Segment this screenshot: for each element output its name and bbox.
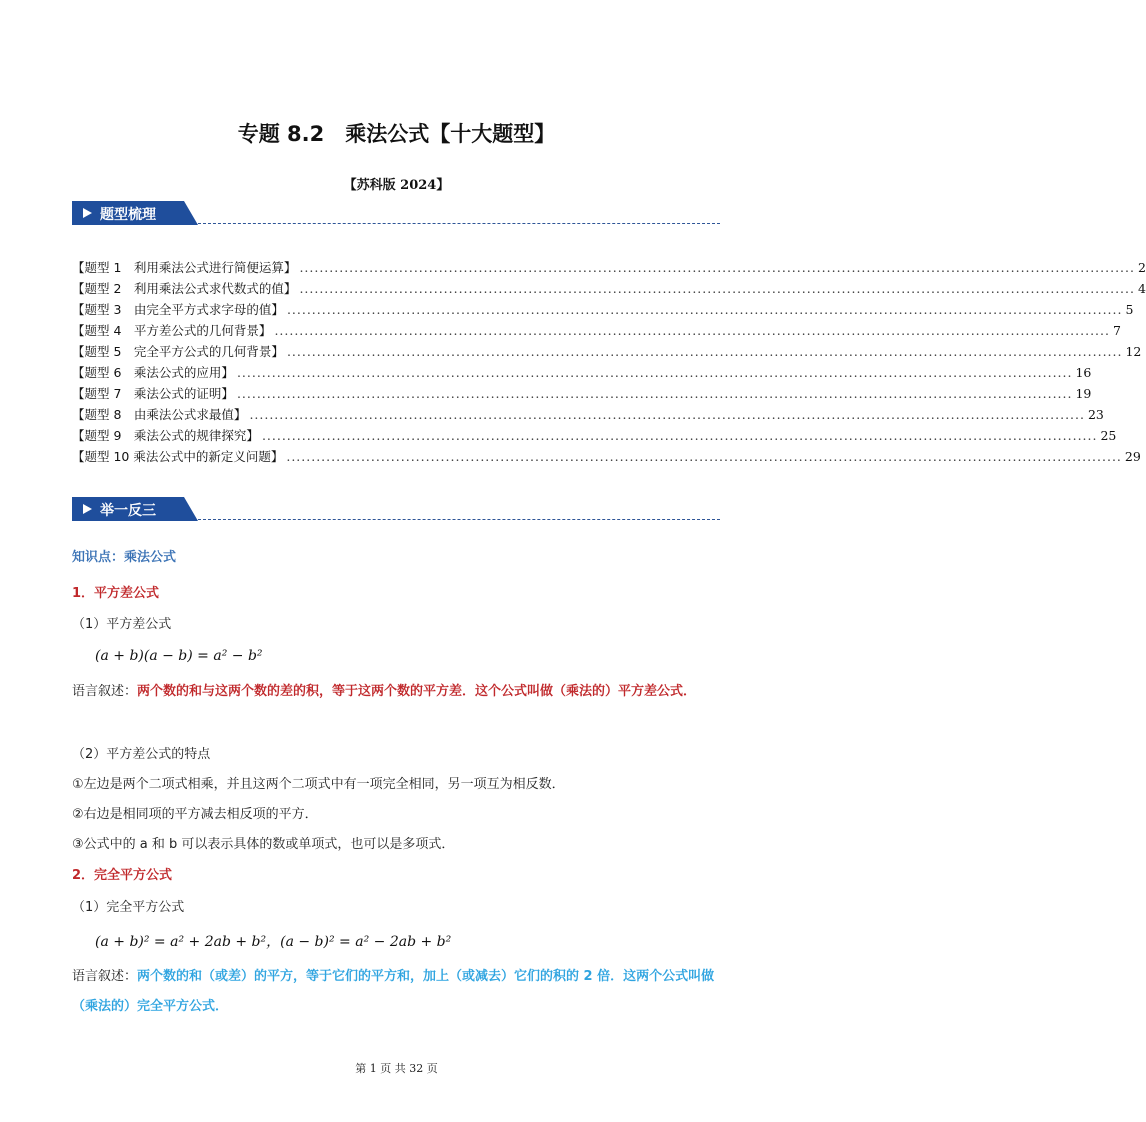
toc-item[interactable]: 【题型 5 完全平方公式的几何背景】 ........................................................................................................................................................................ 12 [72, 344, 1142, 359]
play-icon [83, 504, 92, 514]
toc-item[interactable]: 【题型 4 平方差公式的几何背景】 ........................................................................................................................................................................ 7 [72, 323, 1121, 338]
play-icon [83, 208, 92, 218]
perfect-square-formula: (a + b)² = a² + 2ab + b²，(a − b)² = a² − 2ab + b² [95, 934, 452, 950]
examples-banner [72, 497, 722, 521]
banner-tab [72, 497, 198, 521]
feature-point: ①左边是两个二项式相乘，并且这两个二项式中有一项完全相同，另一项互为相反数． [72, 777, 565, 792]
toc-item[interactable]: 【题型 9 乘法公式的规律探究】 ........................................................................................................................................................................ 25 [72, 428, 1117, 443]
banner-label: 题型梳理 [100, 207, 156, 223]
page-footer: 第 1 页 共 32 页 [355, 1062, 438, 1075]
description-paragraph: 语言叙述：两个数的和（或差）的平方，等于它们的平方和，加上（或减去）它们的积的 2 倍．这两个公式叫做（乘法的）完全平方公式． [72, 969, 715, 1014]
difference-of-squares-formula: (a + b)(a − b) = a² − b² [95, 648, 263, 664]
toc-item[interactable]: 【题型 2 利用乘法公式求代数式的值】 ........................................................................................................................................................................ 4 [72, 281, 1146, 296]
toc-item[interactable]: 【题型 1 利用乘法公式进行简便运算】 ........................................................................................................................................................................ 2 [72, 260, 1146, 275]
subheading: （1）平方差公式 [72, 617, 172, 632]
page-title: 专题 8.2 乘法公式【十大题型】 [237, 122, 556, 146]
toc-item[interactable]: 【题型 6 乘法公式的应用】 ........................................................................................................................................................................ 16 [72, 365, 1092, 380]
dashed-divider [198, 519, 720, 520]
toc-item[interactable]: 【题型 7 乘法公式的证明】 ........................................................................................................................................................................ 19 [72, 386, 1092, 401]
feature-point: ②右边是相同项的平方减去相反项的平方． [72, 807, 318, 822]
description-paragraph: 语言叙述：两个数的和与这两个数的差的积，等于这两个数的平方差．这个公式叫做（乘法的）平方差公式． [72, 684, 697, 699]
knowledge-heading: 知识点：乘法公式 [72, 550, 177, 565]
toc-banner [72, 201, 722, 225]
toc-item[interactable]: 【题型 3 由完全平方式求字母的值】 ........................................................................................................................................................................ 5 [72, 302, 1134, 317]
section-title: 1．平方差公式 [72, 586, 160, 601]
banner-tab [72, 201, 198, 225]
feature-point: ③公式中的 a 和 b 可以表示具体的数或单项式，也可以是多项式． [72, 837, 455, 852]
banner-label: 举一反三 [100, 503, 156, 519]
table-of-contents [72, 258, 1146, 468]
section-title: 2．完全平方公式 [72, 868, 173, 883]
toc-item[interactable]: 【题型 8 由乘法公式求最值】 ........................................................................................................................................................................ 23 [72, 407, 1104, 422]
dashed-divider [198, 223, 720, 224]
page-subtitle: 【苏科版 2024】 [343, 178, 450, 193]
toc-item[interactable]: 【题型 10 乘法公式中的新定义问题】 ........................................................................................................................................................................ 29 [72, 449, 1141, 464]
subheading: （2）平方差公式的特点 [72, 747, 211, 762]
subheading: （1）完全平方公式 [72, 900, 185, 915]
